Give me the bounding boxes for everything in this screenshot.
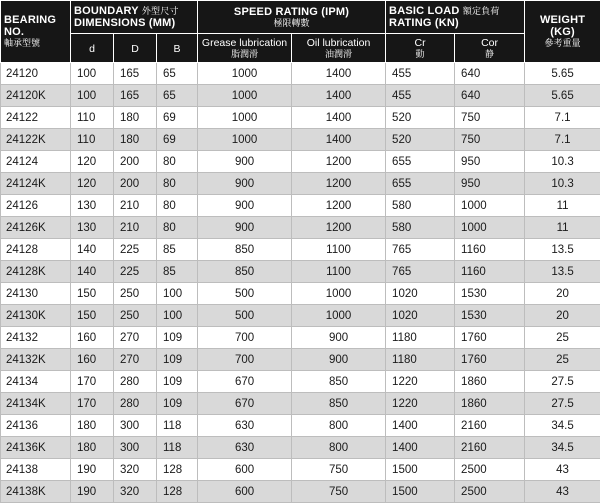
outer-diameter-cell: 225 [114,239,157,261]
inner-diameter-cell: 190 [71,459,114,481]
dynamic-load-cell: 520 [386,107,455,129]
outer-diameter-cell: 225 [114,261,157,283]
oil-speed-cell: 1400 [292,107,386,129]
bearing-no-cell: 24136K [1,437,71,459]
grease-speed-cell: 700 [198,327,292,349]
weight-cell: 5.65 [525,63,600,85]
oil-speed-cell: 1400 [292,129,386,151]
width-cell: 69 [157,107,198,129]
bearing-no-cell: 24134K [1,393,71,415]
bearing-no-cell: 24132 [1,327,71,349]
width-cell: 118 [157,415,198,437]
bearing-no-cell: 24138K [1,481,71,503]
oil-label-zh: 油潤滑 [295,49,382,60]
outer-diameter-cell: 280 [114,393,157,415]
grease-speed-cell: 900 [198,151,292,173]
outer-diameter-cell: 270 [114,327,157,349]
inner-diameter-cell: 100 [71,63,114,85]
subheader-B [157,34,198,63]
oil-speed-cell: 1000 [292,283,386,305]
static-load-cell: 1860 [455,371,525,393]
grease-speed-cell: 500 [198,283,292,305]
table-row [1,305,600,327]
inner-diameter-cell: 120 [71,151,114,173]
grease-speed-cell: 900 [198,195,292,217]
width-cell: 109 [157,393,198,415]
table-row [1,173,600,195]
grease-speed-cell: 630 [198,415,292,437]
bearing-no-cell: 24128 [1,239,71,261]
dynamic-load-cell: 580 [386,217,455,239]
bearing-no-cell: 24120K [1,85,71,107]
cor-label-zh: 静 [458,49,521,60]
dynamic-load-cell: 1220 [386,393,455,415]
oil-label: Oil lubrication [295,37,382,49]
speed-label: SPEED RATING (IPM) [201,6,382,18]
outer-diameter-cell: 300 [114,415,157,437]
inner-diameter-cell: 150 [71,283,114,305]
oil-speed-cell: 900 [292,327,386,349]
inner-diameter-cell: 190 [71,481,114,503]
dynamic-load-cell: 765 [386,261,455,283]
outer-diameter-cell: 280 [114,371,157,393]
table-body [1,63,600,503]
inner-diameter-cell: 170 [71,371,114,393]
dynamic-load-cell: 455 [386,63,455,85]
weight-cell: 34.5 [525,415,600,437]
grease-label: Grease lubrication [201,37,288,49]
weight-cell: 43 [525,481,600,503]
bearing-no-cell: 24130K [1,305,71,327]
inner-diameter-cell: 140 [71,239,114,261]
width-cell: 80 [157,195,198,217]
static-load-cell: 640 [455,85,525,107]
oil-speed-cell: 1400 [292,63,386,85]
cor-label: Cor [458,37,521,49]
bearing-no-cell: 24132K [1,349,71,371]
dynamic-load-cell: 1500 [386,459,455,481]
grease-speed-cell: 1000 [198,85,292,107]
oil-speed-cell: 750 [292,459,386,481]
header-bearing-no [1,1,71,63]
weight-cell: 43 [525,459,600,481]
dynamic-load-cell: 1180 [386,349,455,371]
dynamic-load-cell: 1180 [386,327,455,349]
cr-label-zh: 動 [389,49,451,60]
static-load-cell: 2160 [455,415,525,437]
table-row [1,371,600,393]
bearing-no-label: BEARING NO. [4,14,67,38]
table-row [1,349,600,371]
grease-speed-cell: 600 [198,481,292,503]
table-row [1,437,600,459]
table-row [1,107,600,129]
grease-label-zh: 脂潤滑 [201,49,288,60]
dynamic-load-cell: 1400 [386,415,455,437]
inner-diameter-cell: 130 [71,195,114,217]
dynamic-load-cell: 655 [386,151,455,173]
boundary-label-zh: 外型尺寸 [142,6,179,16]
static-load-cell: 1530 [455,283,525,305]
weight-cell: 27.5 [525,371,600,393]
oil-speed-cell: 1200 [292,217,386,239]
bearing-no-cell: 24124K [1,173,71,195]
grease-speed-cell: 1000 [198,63,292,85]
outer-diameter-cell: 270 [114,349,157,371]
static-load-cell: 1160 [455,261,525,283]
inner-diameter-cell: 110 [71,107,114,129]
width-cell: 80 [157,217,198,239]
header-speed-rating [198,1,386,34]
static-load-cell: 640 [455,63,525,85]
width-cell: 80 [157,151,198,173]
weight-cell: 5.65 [525,85,600,107]
bearing-no-cell: 24126K [1,217,71,239]
table-row [1,239,600,261]
grease-speed-cell: 1000 [198,129,292,151]
table-row [1,195,600,217]
table-row [1,415,600,437]
bearing-no-cell: 24138 [1,459,71,481]
weight-cell: 10.3 [525,151,600,173]
bearing-no-label-zh: 軸承型號 [4,38,67,49]
outer-diameter-cell: 165 [114,85,157,107]
width-cell: 128 [157,481,198,503]
width-cell: 128 [157,459,198,481]
dynamic-load-cell: 1020 [386,283,455,305]
table-row [1,217,600,239]
dynamic-load-cell: 520 [386,129,455,151]
weight-cell: 27.5 [525,393,600,415]
dynamic-load-cell: 580 [386,195,455,217]
oil-speed-cell: 750 [292,481,386,503]
boundary-label: BOUNDARY [74,5,139,17]
width-cell: 109 [157,371,198,393]
static-load-cell: 1860 [455,393,525,415]
subheader-cor [455,34,525,63]
table-row [1,85,600,107]
static-load-cell: 2160 [455,437,525,459]
grease-speed-cell: 670 [198,371,292,393]
table-header [1,1,600,63]
table-row [1,481,600,503]
static-load-cell: 1160 [455,239,525,261]
oil-speed-cell: 1200 [292,195,386,217]
grease-speed-cell: 630 [198,437,292,459]
static-load-cell: 1530 [455,305,525,327]
dynamic-load-cell: 1220 [386,371,455,393]
dynamic-load-cell: 1500 [386,481,455,503]
cr-label: Cr [389,37,451,49]
header-boundary-dimensions [71,1,198,34]
weight-cell: 25 [525,327,600,349]
width-cell: 100 [157,305,198,327]
table-row [1,393,600,415]
grease-speed-cell: 900 [198,217,292,239]
static-load-cell: 750 [455,129,525,151]
static-load-cell: 1760 [455,327,525,349]
inner-diameter-cell: 110 [71,129,114,151]
boundary-line-1 [74,5,194,17]
bearing-no-cell: 24126 [1,195,71,217]
weight-cell: 13.5 [525,261,600,283]
weight-cell: 20 [525,283,600,305]
inner-diameter-cell: 120 [71,173,114,195]
static-load-cell: 750 [455,107,525,129]
grease-speed-cell: 670 [198,393,292,415]
D-label: D [131,43,139,55]
static-load-cell: 950 [455,173,525,195]
outer-diameter-cell: 300 [114,437,157,459]
header-weight [525,1,600,63]
table-row [1,261,600,283]
weight-cell: 13.5 [525,239,600,261]
weight-label-zh: 參考重量 [528,38,597,49]
static-load-cell: 1000 [455,195,525,217]
oil-speed-cell: 850 [292,393,386,415]
table-row [1,283,600,305]
outer-diameter-cell: 180 [114,107,157,129]
bearing-no-cell: 24136 [1,415,71,437]
bearing-no-cell: 24122 [1,107,71,129]
inner-diameter-cell: 140 [71,261,114,283]
bearing-no-cell: 24120 [1,63,71,85]
weight-cell: 20 [525,305,600,327]
weight-cell: 25 [525,349,600,371]
subheader-cr [386,34,455,63]
grease-speed-cell: 900 [198,173,292,195]
static-load-cell: 2500 [455,481,525,503]
grease-speed-cell: 700 [198,349,292,371]
subheader-oil [292,34,386,63]
static-load-cell: 2500 [455,459,525,481]
dynamic-load-cell: 655 [386,173,455,195]
outer-diameter-cell: 200 [114,151,157,173]
oil-speed-cell: 1100 [292,239,386,261]
grease-speed-cell: 500 [198,305,292,327]
bearing-no-cell: 24124 [1,151,71,173]
dynamic-load-cell: 455 [386,85,455,107]
grease-speed-cell: 600 [198,459,292,481]
outer-diameter-cell: 210 [114,195,157,217]
width-cell: 80 [157,173,198,195]
oil-speed-cell: 900 [292,349,386,371]
inner-diameter-cell: 160 [71,349,114,371]
width-cell: 109 [157,349,198,371]
table-row [1,63,600,85]
width-cell: 69 [157,129,198,151]
subheader-grease [198,34,292,63]
oil-speed-cell: 1000 [292,305,386,327]
width-cell: 85 [157,261,198,283]
bearing-no-cell: 24122K [1,129,71,151]
oil-speed-cell: 800 [292,415,386,437]
width-cell: 65 [157,85,198,107]
width-cell: 65 [157,63,198,85]
weight-label: WEIGHT (KG) [528,14,597,38]
inner-diameter-cell: 170 [71,393,114,415]
dynamic-load-cell: 765 [386,239,455,261]
speed-label-zh: 極限轉數 [201,18,382,29]
weight-cell: 11 [525,217,600,239]
inner-diameter-cell: 150 [71,305,114,327]
dynamic-load-cell: 1400 [386,437,455,459]
inner-diameter-cell: 180 [71,415,114,437]
width-cell: 118 [157,437,198,459]
oil-speed-cell: 1400 [292,85,386,107]
bearing-no-cell: 24130 [1,283,71,305]
width-cell: 85 [157,239,198,261]
d-label: d [89,43,95,55]
inner-diameter-cell: 100 [71,85,114,107]
outer-diameter-cell: 180 [114,129,157,151]
oil-speed-cell: 1200 [292,151,386,173]
weight-cell: 34.5 [525,437,600,459]
oil-speed-cell: 850 [292,371,386,393]
subheader-D [114,34,157,63]
bearing-no-cell: 24128K [1,261,71,283]
inner-diameter-cell: 180 [71,437,114,459]
dimensions-label: DIMENSIONS (MM) [74,17,194,29]
table-row [1,129,600,151]
grease-speed-cell: 850 [198,239,292,261]
oil-speed-cell: 800 [292,437,386,459]
load-label: BASIC LOAD [389,5,459,17]
load-line-1 [389,5,521,17]
oil-speed-cell: 1100 [292,261,386,283]
outer-diameter-cell: 320 [114,481,157,503]
table-row [1,459,600,481]
load-rating-label: RATING (KN) [389,17,521,29]
header-basic-load [386,1,525,34]
width-cell: 109 [157,327,198,349]
outer-diameter-cell: 320 [114,459,157,481]
grease-speed-cell: 850 [198,261,292,283]
outer-diameter-cell: 200 [114,173,157,195]
subheader-d [71,34,114,63]
dynamic-load-cell: 1020 [386,305,455,327]
outer-diameter-cell: 165 [114,63,157,85]
inner-diameter-cell: 130 [71,217,114,239]
width-cell: 100 [157,283,198,305]
inner-diameter-cell: 160 [71,327,114,349]
outer-diameter-cell: 250 [114,283,157,305]
outer-diameter-cell: 210 [114,217,157,239]
B-label: B [174,43,181,55]
load-label-zh: 額定負荷 [463,6,500,16]
weight-cell: 10.3 [525,173,600,195]
static-load-cell: 950 [455,151,525,173]
outer-diameter-cell: 250 [114,305,157,327]
weight-cell: 7.1 [525,129,600,151]
table-row [1,327,600,349]
static-load-cell: 1000 [455,217,525,239]
bearing-no-cell: 24134 [1,371,71,393]
static-load-cell: 1760 [455,349,525,371]
oil-speed-cell: 1200 [292,173,386,195]
weight-cell: 11 [525,195,600,217]
grease-speed-cell: 1000 [198,107,292,129]
table-row [1,151,600,173]
weight-cell: 7.1 [525,107,600,129]
